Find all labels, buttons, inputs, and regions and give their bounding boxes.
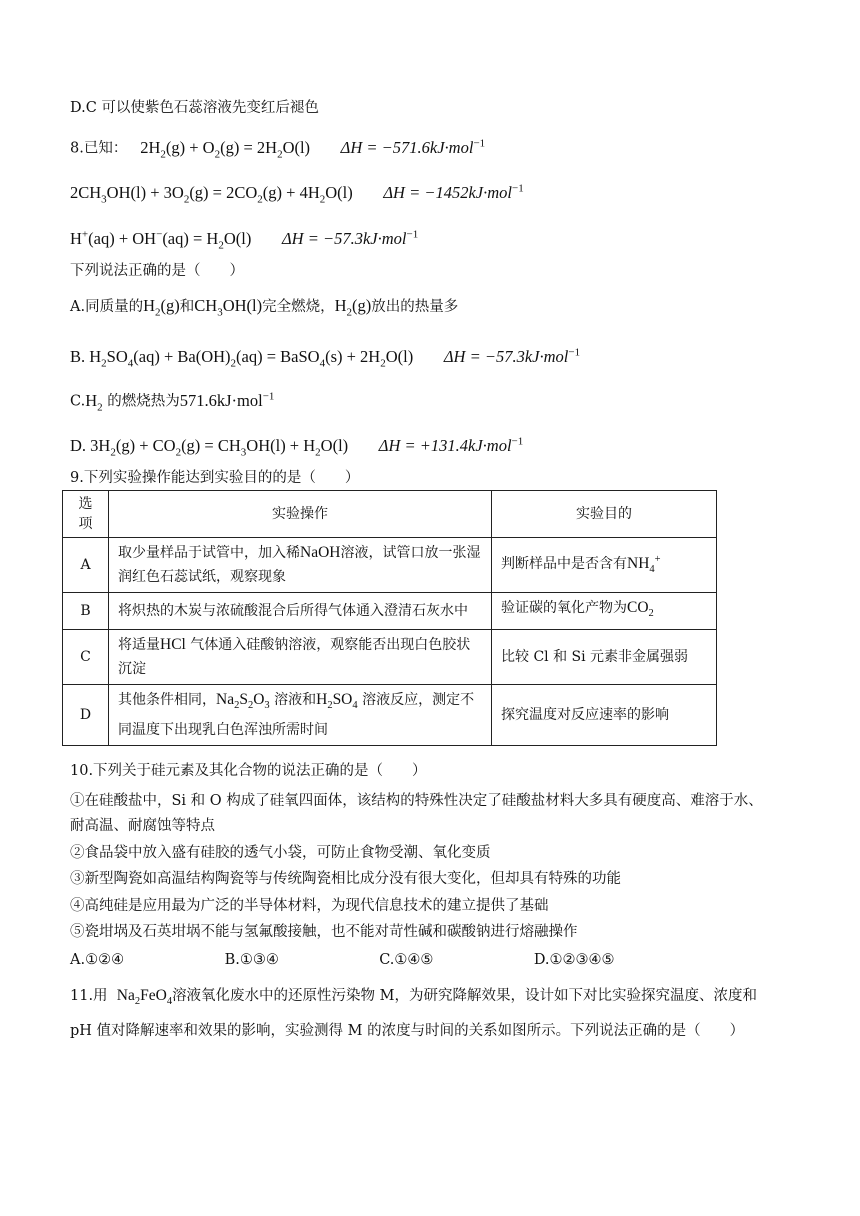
q10-statement-1b: 耐高温、耐腐蚀等特点: [70, 818, 215, 834]
row-operation: 其他条件相同，$Na_2S_2O_3$ 溶液和$H_2SO_4$ 溶液反应，测定不同温度下出现乳白色浑浊所需时间: [109, 685, 492, 746]
q8-equation-1: [70, 133, 485, 164]
q8-stem: 下列说法正确的是（ ）: [70, 263, 244, 279]
header-operation: 实验操作: [109, 491, 492, 538]
q10-options: [70, 950, 684, 970]
header-goal: 实验目的: [492, 491, 717, 538]
row-operation: 将适量HCl 气体通入硅酸钠溶液，观察能否出现白色胶状沉淀: [109, 630, 492, 685]
q7-option-d: D.C 可以使紫色石蕊溶液先变红后褪色: [70, 100, 319, 116]
experiment-table: [62, 490, 717, 746]
q10-option-d: D.①②③④⑤: [533, 952, 615, 968]
q10-statement-5: ⑤瓷坩埚及石英坩埚不能与氢氟酸接触，也不能对苛性碱和碳酸钠进行熔融操作: [70, 924, 578, 940]
q8-option-b: B. $H_2SO_4(aq) + Ba(OH)_2(aq)$ = BaSO$_4$(s) + $2H_2O(l) \Delta H = -57.3kJ\cdot mol^{-1}$: [70, 346, 581, 369]
q11-line-1: 11.用 $Na_2FeO_4$溶液氧化废水中的还原性污染物 M，为研究降解效果，设计如下对比实验探究温度、浓度和: [70, 987, 758, 1008]
q8-option-a: A.同质量的$H_2(g)$和$CH_3OH(l)$完全燃烧，$H_2(g)$放出的热量多: [70, 296, 459, 319]
q8-equation-2: [70, 178, 524, 209]
equation-2-enthalpy: ΔH = −1452kJ·mol$^{-1}$: [383, 182, 524, 202]
equation-3-formula: $H^+(aq) + OH^-(aq) = H_2O(l)$: [70, 228, 252, 251]
q10-statement-3: ③新型陶瓷如高温结构陶瓷等与传统陶瓷相比成分没有很大变化，但却具有特殊的功能: [70, 871, 621, 887]
q8-option-c: $C.H_2$ 的燃烧热为571.6kJ·mol$^{-1}$: [70, 390, 275, 413]
q10-statement-2: ②食品袋中放入盛有硅胶的透气小袋，可防止食物受潮、氧化变质: [70, 845, 491, 861]
equation-1-formula: $2H_2(g) + O_2(g) = 2H_2O(l)$: [131, 137, 311, 160]
table-row: [63, 593, 717, 630]
equation-3-enthalpy: ΔH = −57.3kJ·mol$^{-1}$: [281, 228, 419, 248]
q11-line-2: pH 值对降解速率和效果的影响，实验测得 M 的浓度与时间的关系如图所示。下列说法正确的是（ ）: [70, 1023, 745, 1039]
row-label: D: [63, 685, 109, 746]
q8-option-d: D. $3H_2(g) + CO_2(g) = CH_3OH(l) + H_2O(l) \Delta H = +131.4kJ\cdot mol^{-1}$: [70, 435, 524, 458]
q8-equation-3: [70, 224, 418, 255]
row-goal: 验证碳的氧化产物为$CO_2$: [492, 593, 717, 630]
table-header-row: [63, 491, 717, 538]
row-operation: 将炽热的木炭与浓硫酸混合后所得气体通入澄清石灰水中: [109, 593, 492, 630]
q10-option-b: B.①③④: [224, 952, 279, 968]
row-goal: 判断样品中是否含有$NH_4^+$: [492, 538, 717, 593]
q10-statement-4: ④高纯硅是应用最为广泛的半导体材料，为现代信息技术的建立提供了基础: [70, 898, 549, 914]
q10-statement-1a: ①在硅酸盐中，Si 和 O 构成了硅氧四面体，该结构的特殊性决定了硅酸盐材料大多具有硬度高、难溶于水、: [70, 793, 763, 809]
table-row: [63, 538, 717, 593]
row-label: C: [63, 630, 109, 685]
row-goal: 探究温度对反应速率的影响: [492, 685, 717, 746]
equation-1-enthalpy: ΔH = −571.6kJ·mol$^{-1}$: [340, 137, 486, 157]
header-option: 选项: [63, 491, 109, 538]
row-label: A: [63, 538, 109, 593]
row-goal: 比较 Cl 和 Si 元素非金属强弱: [492, 630, 717, 685]
q10-option-c: C.①④⑤: [379, 952, 434, 968]
q10-option-a: A.①②④: [70, 952, 125, 968]
q8-intro: 8.已知：: [70, 140, 128, 157]
table-row: [63, 630, 717, 685]
table-row: [63, 685, 717, 746]
row-label: B: [63, 593, 109, 630]
q9-stem: 9.下列实验操作能达到实验目的的是（ ）: [70, 470, 360, 486]
q10-stem: 10.下列关于硅元素及其化合物的说法正确的是（ ）: [70, 763, 427, 779]
equation-2-formula: $2CH_3OH(l) + 3O_2(g) = 2CO_2(g) + 4H_2O(l)$: [70, 182, 353, 205]
row-operation: 取少量样品于试管中，加入稀NaOH溶液，试管口放一张湿润红色石蕊试纸，观察现象: [109, 538, 492, 593]
